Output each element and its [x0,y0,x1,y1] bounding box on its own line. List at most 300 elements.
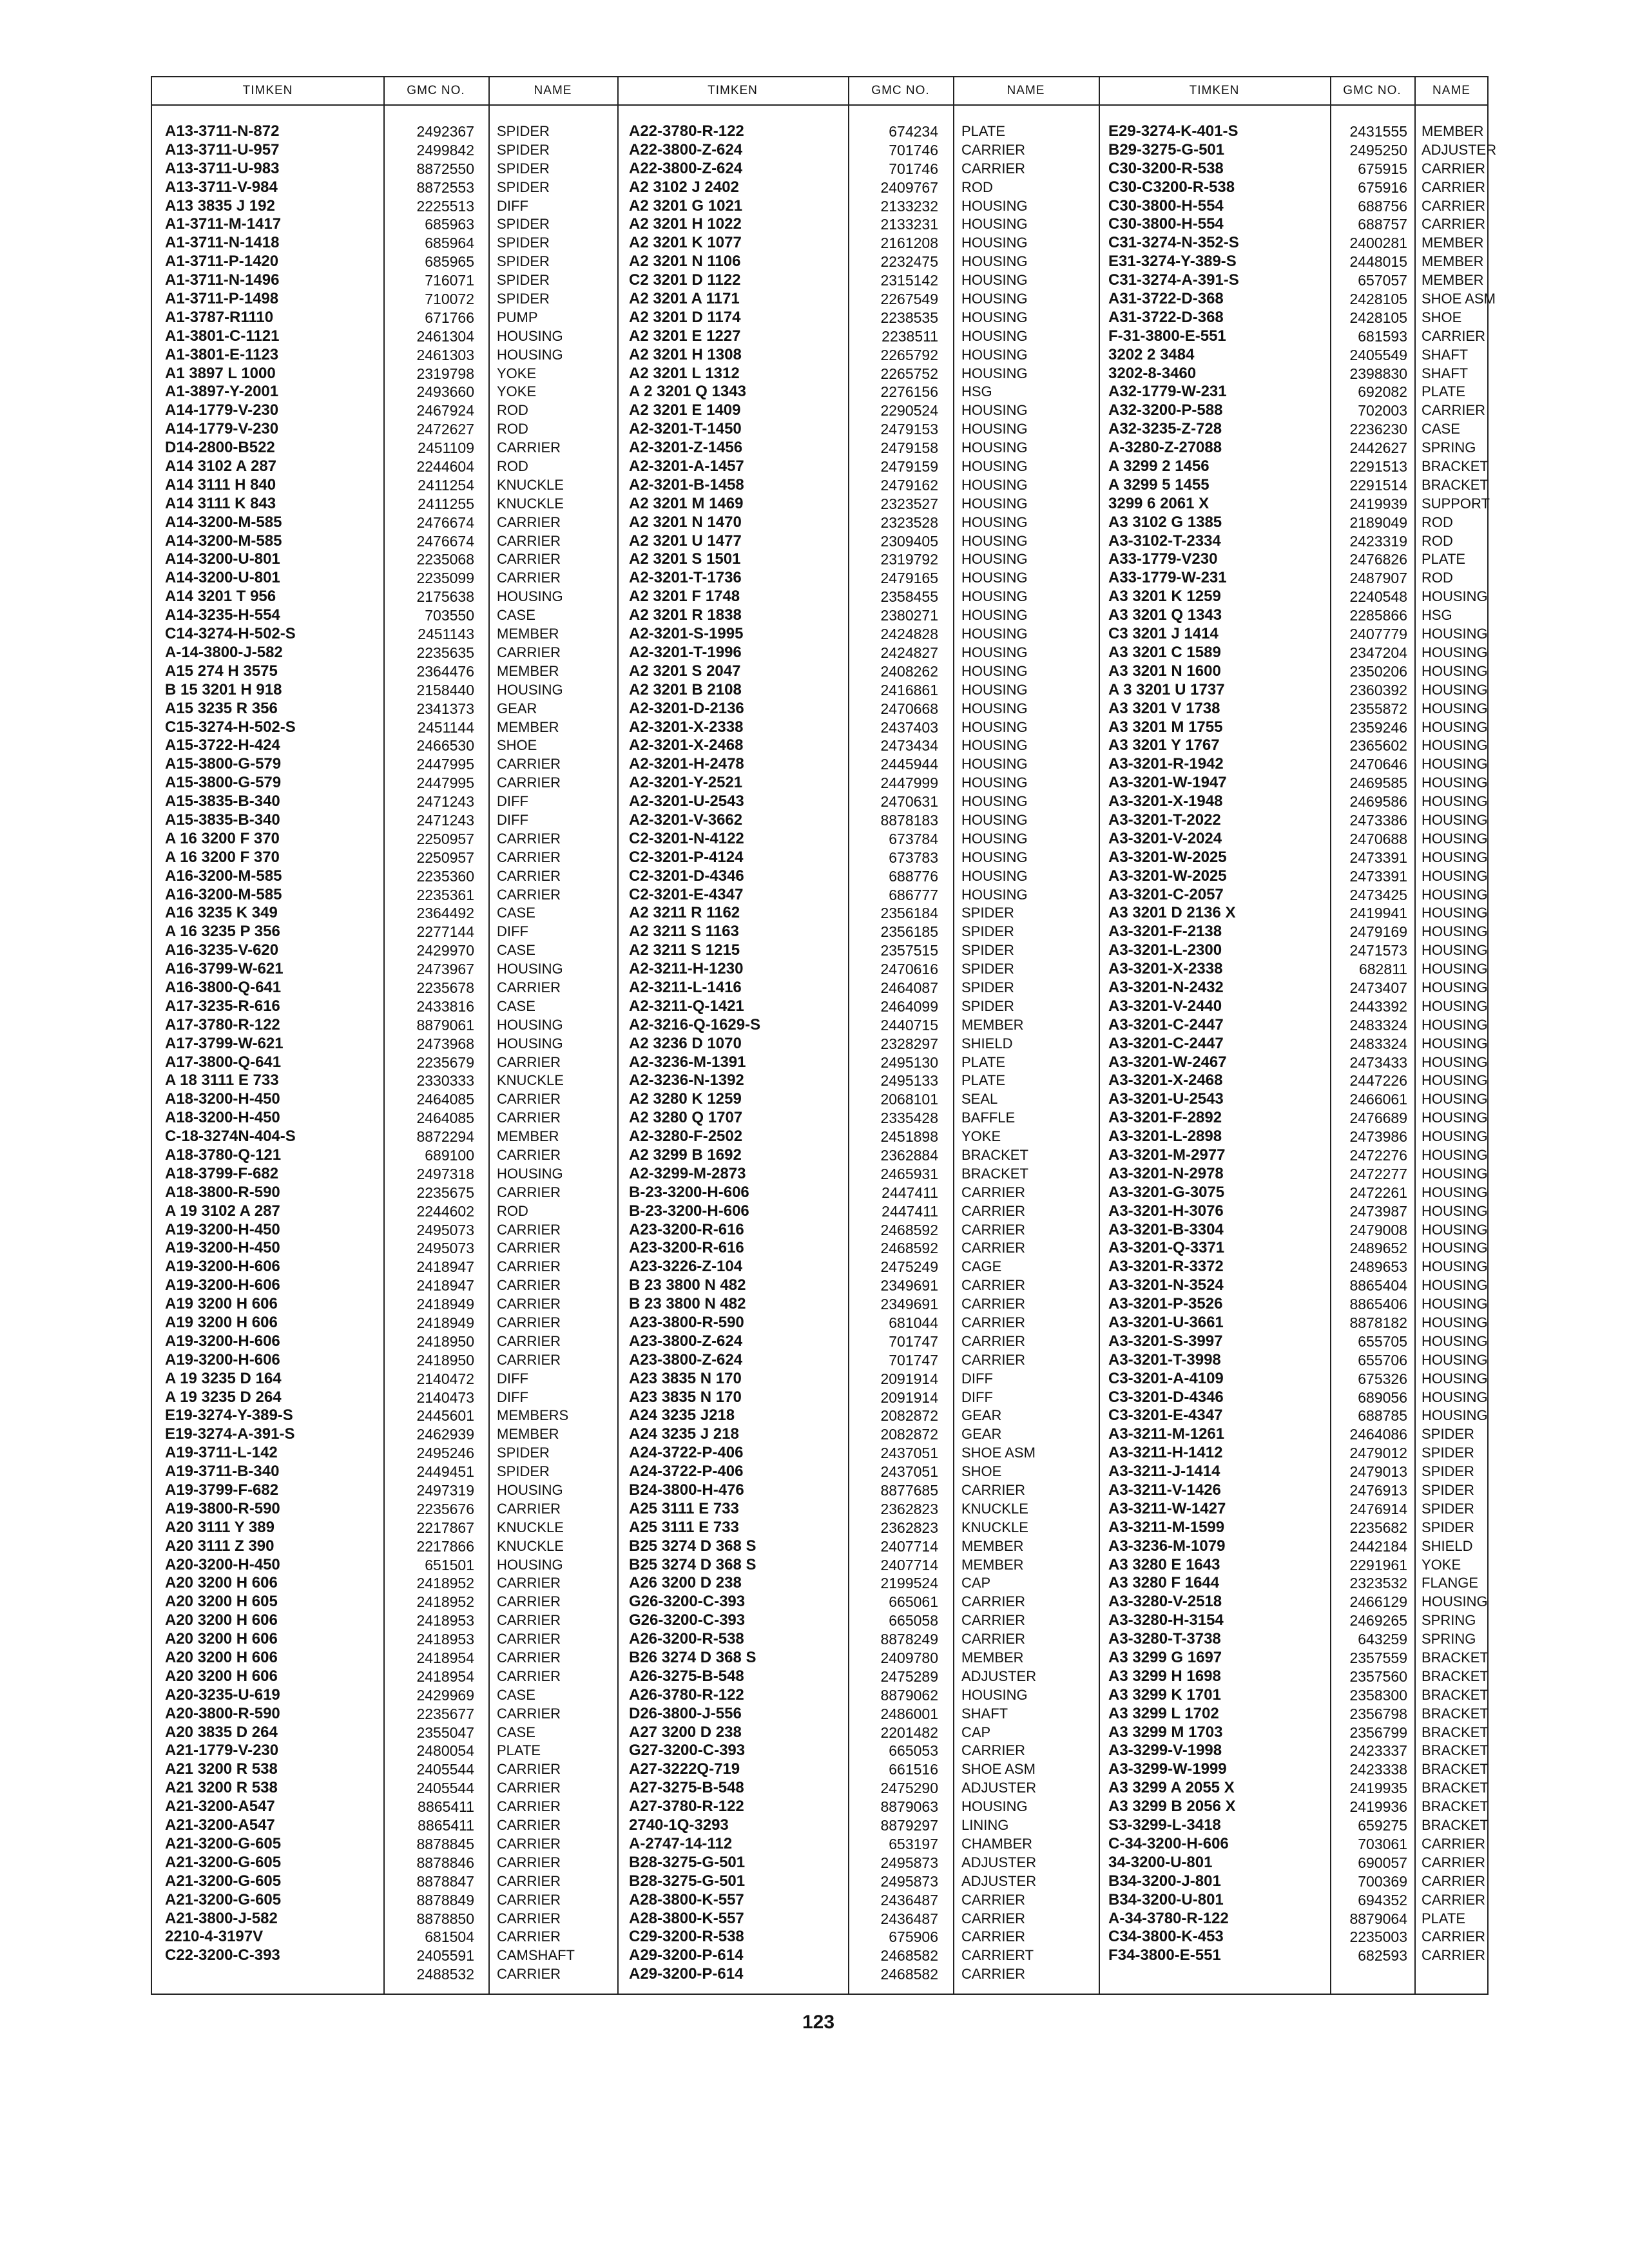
timken-cell: A21-3800-J-582 [165,1909,278,1927]
gmc-cell: 2235675 [416,1184,474,1201]
name-cell: BRACKET [1422,1667,1489,1684]
timken-cell: A3-3201-N-3524 [1108,1276,1224,1294]
name-cell: CARRIER [497,1817,561,1834]
gmc-cell: 701747 [889,1332,938,1350]
timken-cell: A2 3201 L 1312 [629,364,740,382]
timken-cell: A-34-3780-R-122 [1108,1909,1229,1927]
timken-cell: A21-3200-G-605 [165,1853,282,1871]
name-cell: CARRIER [497,1761,561,1778]
timken-cell: A32-1779-W-231 [1108,383,1227,401]
gmc-cell: 8879063 [880,1798,938,1816]
gmc-cell: 2082872 [880,1407,938,1425]
timken-cell: G26-3200-C-393 [629,1611,746,1629]
timken-cell: A3-3201-M-2977 [1108,1146,1226,1164]
gmc-cell: 2466129 [1349,1593,1407,1611]
name-cell: SPIDER [1422,1482,1474,1499]
gmc-cell: 2473433 [1349,1053,1407,1071]
timken-cell: A 3 3201 U 1737 [1108,680,1225,698]
name-cell: PLATE [961,1053,1006,1070]
gmc-cell: 2408262 [880,662,938,680]
timken-cell: A31-3722-D-368 [1108,308,1224,326]
timken-cell: A20 3200 H 606 [165,1649,278,1667]
name-cell: CARRIER [497,756,561,773]
gmc-cell: 2468592 [880,1240,938,1257]
timken-cell: A 16 3235 P 356 [165,923,280,941]
name-cell: CARRIER [497,1872,561,1889]
name-cell: HOUSING [1422,1035,1488,1052]
name-cell: BRACKET [1422,1780,1489,1796]
timken-column [1108,122,1329,1965]
name-cell: CARRIER [961,141,1026,158]
gmc-cell: 2464086 [1349,1426,1407,1443]
timken-cell: A20-3200-H-450 [165,1555,280,1573]
gmc-cell: 2418947 [416,1258,474,1276]
gmc-cell: 8879064 [1349,1910,1407,1927]
name-cell: KNUCKLE [497,1072,564,1089]
gmc-cell: 2468582 [880,1966,938,1983]
name-cell: SHAFT [961,1705,1008,1722]
timken-cell: A3-3201-X-2338 [1108,960,1223,978]
gmc-cell: 2405549 [1349,346,1407,363]
name-cell: HOUSING [1422,1296,1488,1312]
name-cell: SPIDER [497,1445,550,1461]
name-cell: HOUSING [961,756,1028,773]
name-cell: SPIDER [1422,1426,1474,1443]
name-cell: CARRIER [497,979,561,995]
timken-cell: A3-3201-W-1947 [1108,774,1227,792]
name-cell: CARRIER [1422,1872,1486,1889]
gmc-cell: 2473987 [1349,1202,1407,1220]
name-cell: HOUSING [1422,626,1488,642]
name-cell: HOUSING [1422,756,1488,773]
name-cell: CARRIER [961,1184,1026,1200]
name-cell: HOUSING [961,495,1028,512]
timken-cell: A21-3200-A547 [165,1798,275,1816]
timken-cell: C2-3201-D-4346 [629,867,744,885]
gmc-cell: 8872294 [416,1128,474,1146]
name-cell: BRACKET [1422,476,1489,493]
gmc-cell: 2398830 [1349,365,1407,382]
gmc-cell: 688756 [1358,197,1407,215]
name-cell: CASE [497,905,535,921]
gmc-cell: 2341373 [416,700,474,717]
name-cell: PLATE [961,123,1006,139]
gmc-cell: 2405544 [416,1761,474,1778]
gmc-cell: 2436487 [880,1891,938,1908]
timken-cell: A20 3200 H 606 [165,1630,278,1648]
name-cell: CARRIER [961,1966,1026,1983]
name-cell: CARRIER [1422,216,1486,233]
timken-cell: A20 3200 H 606 [165,1611,278,1629]
timken-cell: A1-3711-P-1420 [165,253,279,271]
gmc-cell: 2451898 [880,1128,938,1146]
timken-cell: A21-3200-G-605 [165,1890,282,1908]
name-cell: MEMBER [961,1649,1024,1666]
name-cell: CARRIER [497,439,561,456]
gmc-cell: 2418947 [416,1277,474,1294]
timken-cell: E29-3274-K-401-S [1108,122,1239,140]
timken-cell: A15-3722-H-424 [165,736,280,754]
timken-cell: G27-3200-C-393 [629,1742,746,1760]
timken-cell: A25 3111 E 733 [629,1499,739,1517]
gmc-cell: 2423338 [1349,1761,1407,1778]
name-cell: CARRIER [1422,1891,1486,1908]
gmc-cell: 2433816 [416,997,474,1015]
gmc-cell: 2356185 [880,923,938,941]
timken-cell: A21-3200-G-605 [165,1872,282,1890]
name-cell: CARRIER [497,1612,561,1629]
name-cell: CARRIER [497,1910,561,1927]
page-number: 123 [802,2012,835,2033]
name-cell: CAGE [961,1258,1002,1275]
name-cell: SPIDER [497,272,550,289]
gmc-cell: 653197 [889,1835,938,1852]
name-cell: CARRIER [1422,1854,1486,1870]
name-cell: PLATE [1422,1910,1466,1927]
timken-cell: A1-3711-P-1498 [165,290,279,308]
timken-cell: C2-3201-N-4122 [629,829,744,847]
name-cell: PUMP [497,309,538,325]
name-cell: HOUSING [961,626,1028,642]
name-cell: MEMBER [1422,272,1484,289]
gmc-cell: 701747 [889,1351,938,1369]
timken-cell: A19-3799-F-682 [165,1481,279,1499]
timken-cell: A3-3201-F-2138 [1108,923,1222,941]
timken-cell: A3 3299 K 1701 [1108,1686,1221,1704]
timken-cell: A3 3201 M 1755 [1108,718,1223,736]
timken-cell: A22-3800-Z-624 [629,140,743,159]
timken-cell: A22-3800-Z-624 [629,159,743,177]
timken-cell: A2 3211 R 1162 [629,904,740,922]
name-cell: CARRIER [1422,1928,1486,1945]
timken-cell: A19-3711-L-142 [165,1444,278,1462]
timken-cell: A3-3201-C-2447 [1108,1034,1224,1052]
gmc-cell: 2495130 [880,1053,938,1071]
name-cell: PLATE [497,1742,541,1759]
name-cell: FLANGE [1422,1575,1479,1591]
gmc-cell: 2418949 [416,1314,474,1331]
timken-cell: E19-3274-A-391-S [165,1425,295,1443]
name-cell: HOUSING [1422,1053,1488,1070]
timken-cell: A14-1779-V-230 [165,420,279,438]
gmc-cell: 2225513 [416,197,474,215]
timken-cell: A3-3201-L-2300 [1108,941,1222,959]
gmc-column [1335,122,1407,1965]
gmc-cell: 2238511 [882,327,938,345]
gmc-cell: 2466061 [1349,1091,1407,1108]
gmc-cell: 2250957 [416,830,474,847]
gmc-cell: 2362823 [880,1519,938,1536]
timken-cell: A29-3200-P-614 [629,1965,744,1983]
timken-cell: C30-3200-R-538 [1108,159,1224,177]
name-cell: HOUSING [961,439,1028,456]
timken-cell: A32-3235-Z-728 [1108,420,1222,438]
timken-cell: A15-3835-B-340 [165,793,280,811]
gmc-cell: 2158440 [416,681,474,698]
timken-cell: 3202 2 3484 [1108,345,1195,363]
gmc-cell: 675916 [1358,178,1407,196]
name-cell: HOUSING [961,849,1028,865]
name-cell: HOUSING [1422,1258,1488,1275]
gmc-cell: 2411254 [418,476,474,494]
timken-cell: A17-3799-W-621 [165,1034,284,1052]
gmc-cell: 8879062 [880,1686,938,1704]
gmc-cell: 694352 [1358,1891,1407,1908]
name-cell: HOUSING [961,365,1028,381]
name-cell: HOUSING [1422,1091,1488,1108]
name-cell: CARRIER [961,1221,1026,1238]
name-cell: DIFF [497,1389,528,1405]
name-cell: SHOE ASM [961,1445,1036,1461]
gmc-cell: 2291513 [1349,458,1407,476]
name-cell: HOUSING [1422,774,1488,791]
timken-cell: A3-3201-Q-3371 [1108,1239,1225,1257]
name-cell: SPIDER [497,178,550,195]
gmc-cell: 2199524 [880,1575,938,1592]
gmc-cell: 674234 [889,123,938,140]
gmc-cell: 2461303 [416,346,474,363]
gmc-cell: 2380271 [880,607,938,624]
timken-cell: A13-3711-U-957 [165,140,280,159]
gmc-cell: 2309405 [880,532,938,550]
gmc-cell: 2364476 [416,662,474,680]
name-cell: HOUSING [961,327,1028,344]
gmc-cell: 2461304 [416,327,474,345]
timken-cell: C30-3800-H-554 [1108,197,1224,215]
timken-cell: C2-3201-P-4124 [629,848,744,866]
timken-cell: C-34-3200-H-606 [1108,1834,1229,1852]
name-cell: KNUCKLE [961,1500,1028,1517]
timken-cell: A33-1779-W-231 [1108,569,1227,587]
timken-cell: C-18-3274N-404-S [165,1128,296,1146]
timken-cell: A-14-3800-J-582 [165,643,283,661]
timken-cell: A33-1779-V230 [1108,550,1218,568]
gmc-cell: 2447411 [882,1184,938,1201]
timken-column [629,122,847,1984]
timken-cell: A14-3200-U-801 [165,550,280,568]
name-cell: DIFF [961,1370,993,1387]
name-cell: HOUSING [1422,886,1488,903]
timken-cell: B29-3275-G-501 [1108,140,1225,159]
name-cell: HSG [961,383,992,400]
gmc-cell: 2350206 [1349,662,1407,680]
gmc-cell: 2464085 [416,1110,474,1127]
name-cell: CARRIER [961,1296,1026,1312]
timken-cell: A1-3787-R1110 [165,308,274,326]
gmc-cell: 686777 [889,886,938,903]
gmc-column [854,122,938,1984]
name-cell: CASE [497,1724,535,1740]
timken-cell: A27-3780-R-122 [629,1798,744,1816]
name-cell: HOUSING [1422,1072,1488,1089]
gmc-cell: 2475290 [880,1780,938,1797]
timken-cell: A2-3280-F-2502 [629,1128,743,1146]
gmc-cell: 2495246 [416,1445,474,1462]
name-cell: CARRIER [497,1258,561,1275]
column-divider [953,77,954,1995]
gmc-cell: 2497319 [416,1482,474,1499]
name-cell: HOUSING [961,291,1028,307]
name-cell: CARRIER [497,1705,561,1722]
timken-cell: 3299 6 2061 X [1108,494,1210,512]
gmc-cell: 2285866 [1349,607,1407,624]
timken-cell: A3-3201-B-3304 [1108,1220,1224,1238]
name-cell: CARRIER [961,1612,1026,1629]
timken-cell: A23-3800-R-590 [629,1314,744,1331]
name-cell: HOUSING [1422,1146,1488,1163]
name-cell: CARRIER [497,1221,561,1238]
gmc-cell: 2471573 [1349,942,1407,959]
gmc-cell: 2400281 [1349,235,1407,252]
timken-cell: A3-3201-W-2467 [1108,1053,1227,1071]
timken-cell: A29-3200-P-614 [629,1946,744,1965]
gmc-cell: 2487907 [1349,570,1407,587]
name-cell: DIFF [961,1389,993,1405]
timken-cell: A28-3800-K-557 [629,1909,744,1927]
name-cell: HOUSING [497,1016,563,1033]
timken-cell: A3-3299-V-1998 [1108,1742,1222,1760]
name-cell: SPIDER [961,923,1014,940]
timken-cell: A3 3280 F 1644 [1108,1574,1220,1592]
gmc-cell: 2486001 [880,1705,938,1722]
timken-cell: A28-3800-K-557 [629,1890,744,1908]
gmc-cell: 2405591 [416,1947,474,1965]
timken-cell: A3 3201 C 1589 [1108,643,1221,661]
gmc-cell: 2244604 [416,458,474,476]
name-cell: HOUSING [1422,1165,1488,1182]
gmc-cell: 2428105 [1349,309,1407,326]
timken-cell: A2 3201 S 1501 [629,550,741,568]
timken-cell: A2-3299-M-2873 [629,1164,746,1182]
name-cell: GEAR [961,1407,1002,1424]
gmc-cell: 2418953 [416,1631,474,1648]
timken-cell: A3-3201-F-2892 [1108,1109,1222,1127]
name-cell: YOKE [497,365,537,381]
gmc-cell: 2473968 [416,1035,474,1052]
gmc-cell: 8878183 [880,811,938,829]
timken-cell: C3-3201-A-4109 [1108,1369,1224,1387]
name-cell: HOUSING [961,681,1028,698]
name-cell: HOUSING [497,1165,563,1182]
timken-cell: A3 3299 A 2055 X [1108,1779,1235,1797]
timken-cell: A2-3201-S-1995 [629,625,744,643]
gmc-cell: 2447411 [882,1202,938,1220]
name-cell: PLATE [961,1072,1006,1089]
timken-cell: A2-3201-V-3662 [629,811,743,829]
timken-cell: A19-3200-H-606 [165,1276,280,1294]
gmc-cell: 2407714 [880,1556,938,1573]
gmc-cell: 2499842 [416,141,474,159]
timken-cell: F34-3800-E-551 [1108,1946,1221,1965]
name-cell: SHIELD [1422,1537,1473,1554]
name-cell: SPIDER [497,123,550,139]
name-cell: HOUSING [961,607,1028,624]
name-cell: BRACKET [1422,1817,1489,1834]
name-cell: HOUSING [961,588,1028,605]
timken-cell: C14-3274-H-502-S [165,625,296,643]
timken-cell: A19 3200 H 606 [165,1314,278,1331]
timken-cell: A3 3201 Q 1343 [1108,606,1222,624]
gmc-cell: 8877685 [880,1482,938,1499]
name-cell: ADJUSTER [1422,141,1497,158]
timken-cell: B34-3200-U-801 [1108,1890,1224,1908]
gmc-cell: 2236230 [1349,421,1407,438]
gmc-cell: 692082 [1358,383,1407,401]
name-column [1422,122,1497,1965]
name-cell: CARRIER [961,1593,1026,1610]
name-cell: HOUSING [1422,1240,1488,1256]
timken-cell: A 19 3235 D 164 [165,1369,282,1387]
timken-cell: A2-3201-H-2478 [629,755,744,773]
name-cell: KNUCKLE [497,495,564,512]
gmc-cell: 8865406 [1349,1296,1407,1313]
name-cell: HOUSING [1422,793,1488,810]
timken-cell: A1-3711-N-1418 [165,234,280,252]
name-cell: CARRIER [961,1891,1026,1908]
timken-cell: A19 3200 H 606 [165,1295,278,1313]
gmc-cell: 2462939 [416,1426,474,1443]
gmc-cell: 2232475 [880,253,938,271]
timken-cell: A3-3201-R-1942 [1108,755,1224,773]
name-cell: HOUSING [1422,1202,1488,1219]
timken-cell: A3-3211-W-1427 [1108,1499,1226,1517]
timken-cell: B 23 3800 N 482 [629,1276,746,1294]
timken-cell: A2 3236 D 1070 [629,1034,742,1052]
gmc-cell: 2451109 [418,439,474,457]
column-divider [1099,77,1100,1995]
timken-cell: 34-3200-U-801 [1108,1853,1213,1871]
name-cell: ROD [1422,514,1453,530]
name-cell: HOUSING [497,961,563,977]
gmc-cell: 2357560 [1349,1667,1407,1685]
gmc-cell: 2495873 [880,1854,938,1871]
timken-cell: A26 3200 D 238 [629,1574,742,1592]
name-cell: CARRIER [497,1314,561,1331]
name-cell: HOUSING [961,216,1028,233]
name-cell: CHAMBER [961,1835,1033,1852]
gmc-cell: 2359246 [1349,718,1407,736]
timken-cell: A2 3201 B 2108 [629,680,742,698]
gmc-cell: 8878249 [880,1631,938,1648]
timken-cell: A2-3201-D-2136 [629,699,744,717]
name-cell: CARRIER [497,1780,561,1796]
name-cell: HOUSING [961,197,1028,214]
gmc-cell: 688757 [1358,216,1407,233]
name-column [497,122,616,1984]
name-cell: HOUSING [1422,1016,1488,1033]
name-cell: SPIDER [1422,1519,1474,1535]
name-cell: HOUSING [1422,1314,1488,1331]
gmc-cell: 2479008 [1349,1221,1407,1238]
gmc-cell: 2416861 [880,681,938,698]
gmc-cell: 2447999 [880,774,938,792]
timken-cell: A3 3201 K 1259 [1108,588,1221,606]
name-cell: PLATE [1422,383,1466,400]
timken-cell: 2740-1Q-3293 [629,1816,729,1834]
gmc-cell: 2470646 [1349,756,1407,773]
gmc-cell: 2476689 [1349,1110,1407,1127]
gmc-cell: 671766 [425,309,474,326]
gmc-cell: 2291961 [1349,1556,1407,1573]
gmc-cell: 681504 [425,1928,474,1946]
name-cell: PLATE [1422,551,1466,568]
name-cell: SPIDER [961,905,1014,921]
timken-cell: A1-3711-M-1417 [165,215,282,233]
name-cell: HOUSING [1422,905,1488,921]
gmc-cell: 2464099 [880,997,938,1015]
header-name-2: NAME [953,77,1099,106]
gmc-cell: 2235099 [416,570,474,587]
